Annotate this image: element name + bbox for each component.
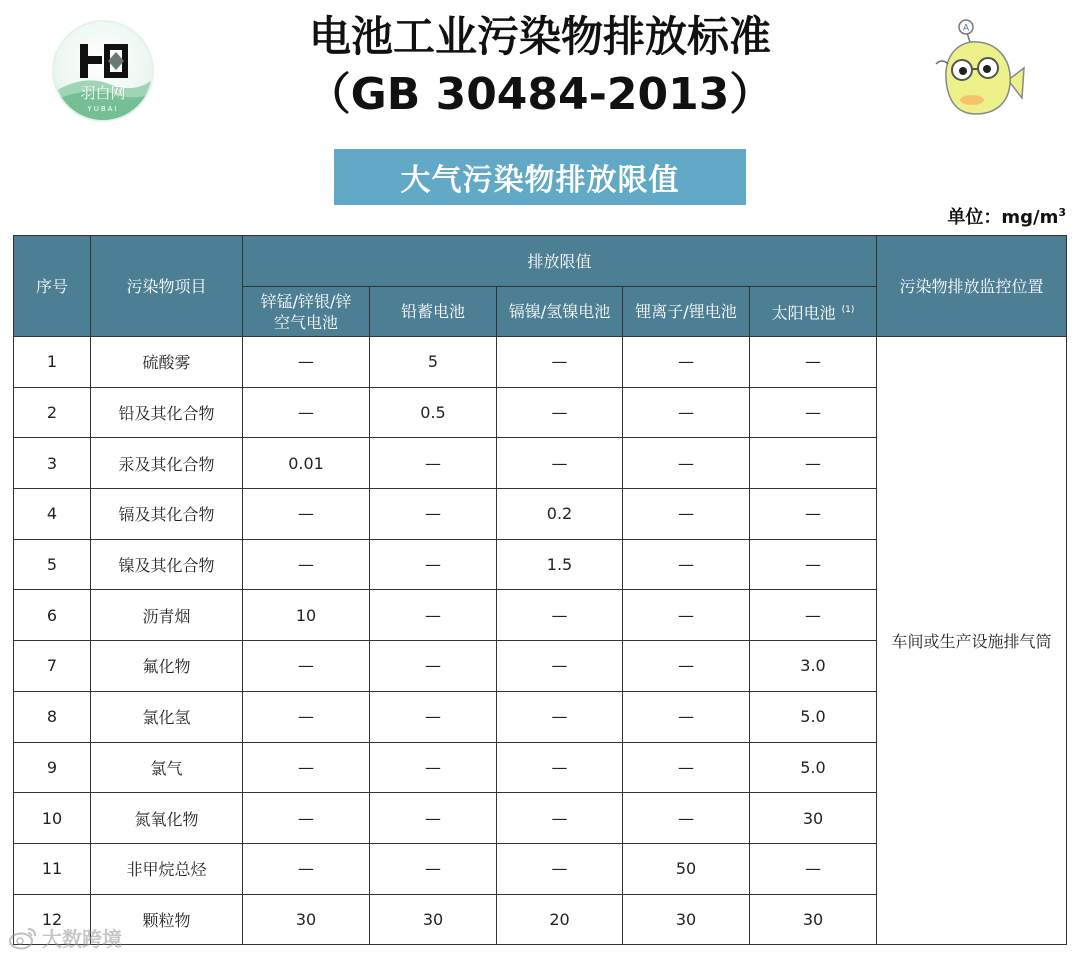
row-value: — bbox=[497, 742, 623, 793]
row-pollutant: 氮氧化物 bbox=[91, 793, 243, 844]
header-nicd-nimh: 镉镍/氢镍电池 bbox=[497, 287, 623, 337]
header-pollutant: 污染物项目 bbox=[91, 236, 243, 337]
unit-power: 3 bbox=[1058, 206, 1066, 219]
row-value: 30 bbox=[243, 894, 370, 945]
row-value: — bbox=[750, 438, 877, 489]
row-value: — bbox=[750, 843, 877, 894]
row-value: 30 bbox=[370, 894, 497, 945]
row-value: 0.01 bbox=[243, 438, 370, 489]
weibo-icon bbox=[8, 926, 38, 950]
row-value: — bbox=[243, 489, 370, 540]
header-monitor-location: 污染物排放监控位置 bbox=[877, 236, 1067, 337]
header-zinc-batteries bbox=[243, 287, 370, 337]
row-value: — bbox=[750, 387, 877, 438]
row-index: 5 bbox=[14, 539, 91, 590]
header-lithium: 锂离子/锂电池 bbox=[623, 287, 750, 337]
row-pollutant: 氟化物 bbox=[91, 641, 243, 692]
row-value: — bbox=[243, 742, 370, 793]
row-value: — bbox=[243, 337, 370, 388]
row-pollutant: 汞及其化合物 bbox=[91, 438, 243, 489]
row-index: 9 bbox=[14, 742, 91, 793]
row-value: 0.2 bbox=[497, 489, 623, 540]
row-pollutant: 颗粒物 bbox=[91, 894, 243, 945]
row-value: — bbox=[370, 843, 497, 894]
row-value: — bbox=[243, 843, 370, 894]
row-value: — bbox=[623, 489, 750, 540]
row-value: 0.5 bbox=[370, 387, 497, 438]
header-solar bbox=[750, 287, 877, 337]
watermark-text: 大数跨境 bbox=[42, 927, 122, 951]
row-value: 3.0 bbox=[750, 641, 877, 692]
row-value: 20 bbox=[497, 894, 623, 945]
row-value: — bbox=[623, 742, 750, 793]
row-value: — bbox=[370, 489, 497, 540]
emission-limits-table bbox=[13, 235, 1067, 945]
row-value: 5.0 bbox=[750, 691, 877, 742]
header-lead-acid: 铅蓄电池 bbox=[370, 287, 497, 337]
row-value: — bbox=[370, 691, 497, 742]
row-value: — bbox=[497, 590, 623, 641]
row-index: 6 bbox=[14, 590, 91, 641]
row-value: — bbox=[370, 539, 497, 590]
header-zinc-batteries-label: 锌锰/锌银/锌空气电池 bbox=[260, 291, 352, 332]
header-limits-group: 排放限值 bbox=[243, 236, 877, 287]
header-index: 序号 bbox=[14, 236, 91, 337]
row-value: — bbox=[750, 337, 877, 388]
row-value: — bbox=[497, 641, 623, 692]
unit-text: 单位：mg/m bbox=[947, 207, 1059, 228]
row-value: — bbox=[750, 489, 877, 540]
row-value: — bbox=[497, 438, 623, 489]
row-value: — bbox=[750, 590, 877, 641]
row-pollutant: 硫酸雾 bbox=[91, 337, 243, 388]
row-pollutant: 氯化氢 bbox=[91, 691, 243, 742]
row-value: — bbox=[497, 387, 623, 438]
row-value: — bbox=[623, 590, 750, 641]
row-value: — bbox=[243, 387, 370, 438]
section-title: 大气污染物排放限值 bbox=[334, 149, 746, 205]
row-value: — bbox=[243, 793, 370, 844]
row-index: 10 bbox=[14, 793, 91, 844]
yubai-logo-icon bbox=[54, 22, 152, 120]
unit-label bbox=[947, 203, 1066, 229]
row-value: — bbox=[497, 691, 623, 742]
row-value: — bbox=[497, 337, 623, 388]
row-value: — bbox=[623, 387, 750, 438]
row-value: — bbox=[623, 539, 750, 590]
row-value: 5.0 bbox=[750, 742, 877, 793]
row-value: — bbox=[370, 742, 497, 793]
row-value: — bbox=[243, 539, 370, 590]
row-pollutant: 沥青烟 bbox=[91, 590, 243, 641]
row-index: 8 bbox=[14, 691, 91, 742]
row-value: — bbox=[370, 590, 497, 641]
row-value: 30 bbox=[750, 793, 877, 844]
row-index: 12 bbox=[14, 894, 91, 945]
row-value: 1.5 bbox=[497, 539, 623, 590]
header-solar-label: 太阳电池 bbox=[771, 303, 836, 323]
row-value: — bbox=[243, 641, 370, 692]
table-row bbox=[14, 337, 1067, 388]
row-value: — bbox=[497, 793, 623, 844]
mascot-badge: A bbox=[962, 23, 970, 34]
row-pollutant: 非甲烷总烃 bbox=[91, 843, 243, 894]
solar-footnote-marker: (1) bbox=[841, 304, 855, 315]
row-value: 30 bbox=[623, 894, 750, 945]
row-index: 2 bbox=[14, 387, 91, 438]
row-value: 50 bbox=[623, 843, 750, 894]
row-value: — bbox=[623, 641, 750, 692]
row-value: — bbox=[623, 691, 750, 742]
row-value: — bbox=[370, 793, 497, 844]
yubai-logo bbox=[52, 20, 154, 122]
row-value: 30 bbox=[750, 894, 877, 945]
row-value: — bbox=[623, 793, 750, 844]
row-index: 11 bbox=[14, 843, 91, 894]
row-value: — bbox=[370, 438, 497, 489]
monitor-location-cell: 车间或生产设施排气筒 bbox=[877, 337, 1067, 945]
logo-text: 羽白网 bbox=[80, 84, 126, 102]
row-index: 7 bbox=[14, 641, 91, 692]
standard-code: （GB 30484-2013） bbox=[306, 69, 774, 120]
logo-subtext: YUBAI bbox=[87, 105, 119, 113]
row-index: 3 bbox=[14, 438, 91, 489]
row-value: 10 bbox=[243, 590, 370, 641]
row-pollutant: 镍及其化合物 bbox=[91, 539, 243, 590]
page-title: 电池工业污染物排放标准 bbox=[308, 12, 771, 61]
fish-mascot-icon bbox=[926, 18, 1026, 122]
row-pollutant: 铅及其化合物 bbox=[91, 387, 243, 438]
row-value: — bbox=[497, 843, 623, 894]
watermark bbox=[8, 923, 122, 952]
row-value: — bbox=[370, 641, 497, 692]
row-index: 1 bbox=[14, 337, 91, 388]
mascot bbox=[926, 18, 1026, 122]
row-value: — bbox=[243, 691, 370, 742]
row-value: — bbox=[623, 438, 750, 489]
row-value: — bbox=[623, 337, 750, 388]
row-index: 4 bbox=[14, 489, 91, 540]
row-pollutant: 氯气 bbox=[91, 742, 243, 793]
row-pollutant: 镉及其化合物 bbox=[91, 489, 243, 540]
row-value: 5 bbox=[370, 337, 497, 388]
row-value: — bbox=[750, 539, 877, 590]
